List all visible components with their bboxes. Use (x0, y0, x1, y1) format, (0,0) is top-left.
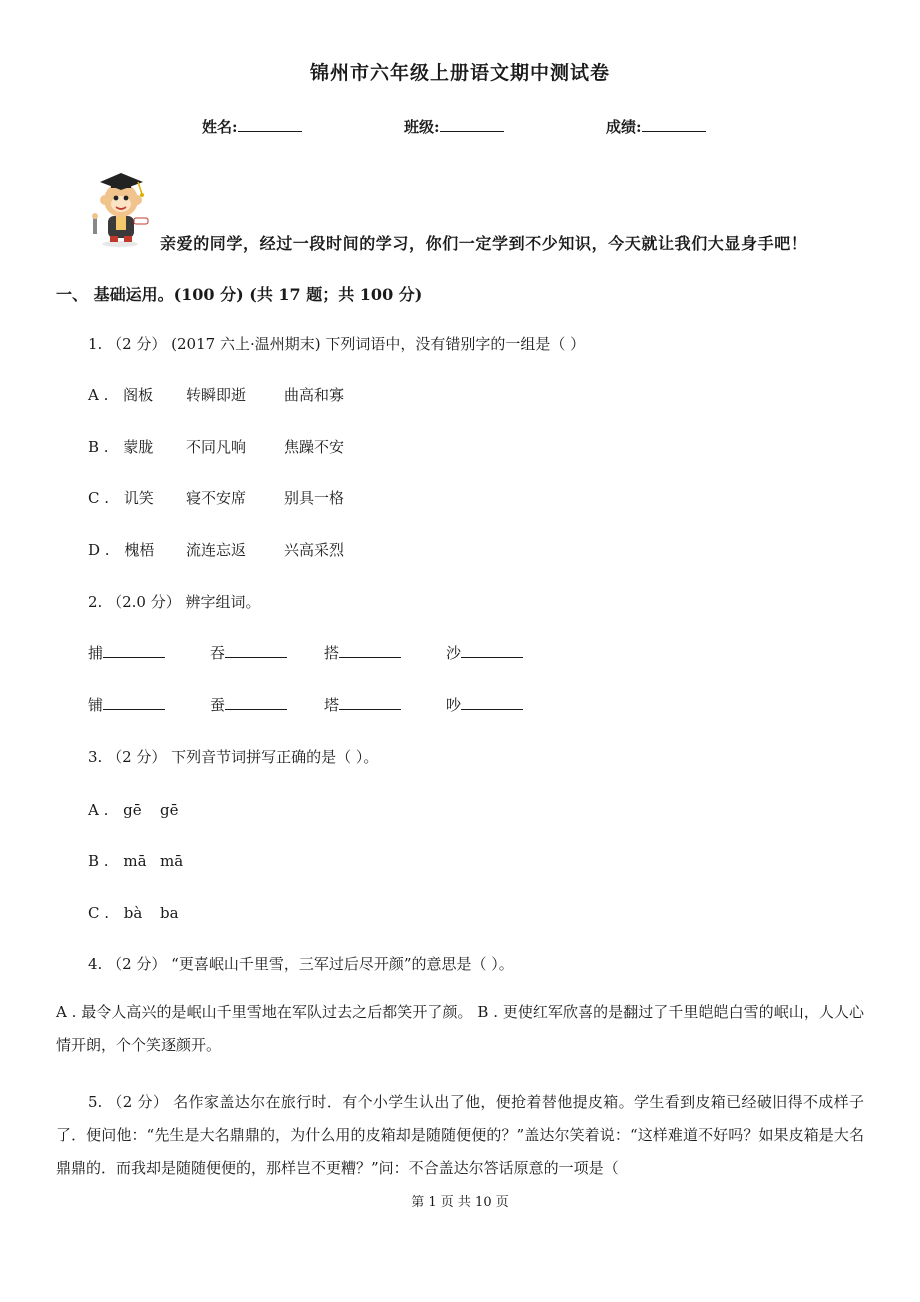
q1-option-d[interactable] (88, 539, 345, 560)
option-word: 兴高采烈 (284, 541, 345, 559)
option-label: A . (88, 386, 109, 404)
char: 沙 (446, 644, 462, 662)
option-word: 别具一格 (284, 489, 345, 507)
char: 塔 (324, 696, 340, 714)
question-2-stem: 2. （2.0 分） 辨字组词。 (88, 593, 261, 611)
q1-option-a[interactable] (88, 384, 345, 405)
option-word: gē (160, 801, 179, 819)
option-label: B . (88, 852, 109, 870)
option-word: 不同凡响 (186, 438, 247, 456)
page-title: 锦州市六年级上册语文期中测试卷 (309, 62, 610, 84)
name-field (202, 116, 302, 137)
greeting-text: 亲爱的同学，经过一段时间的学习，你们一定学到不少知识，今天就让我们大显身手吧！ (160, 234, 808, 253)
q2-blank-8[interactable] (446, 694, 523, 715)
score-label: 成绩: (606, 118, 642, 136)
q2-blank-7[interactable] (324, 694, 401, 715)
q1-option-b[interactable] (88, 436, 345, 457)
answer-blank[interactable] (103, 697, 165, 710)
q2-blank-1[interactable] (88, 642, 165, 663)
q4-options[interactable]: A . 最令人高兴的是岷山千里雪地在军队过去之后都笑开了颜。 B . 更使红军欣喜的是翻过了千里皑皑白雪的岷山，人人心情开朗，个个笑逐颜开。 (56, 1003, 864, 1054)
option-word: ba (160, 904, 179, 922)
answer-blank[interactable] (461, 697, 523, 710)
option-word: mā (160, 852, 184, 870)
q2-blank-5[interactable] (88, 694, 165, 715)
option-label: C . (88, 904, 110, 922)
option-word: 阁板 (123, 386, 154, 404)
answer-blank[interactable] (103, 645, 165, 658)
q2-blank-6[interactable] (210, 694, 287, 715)
mascot-graduate-icon (88, 168, 154, 248)
q3-option-c[interactable] (88, 904, 179, 922)
option-word: mā (123, 852, 147, 870)
class-label: 班级: (404, 118, 440, 136)
question-1-stem: 1. （2 分） (2017 六上·温州期末) 下列词语中，没有错别字的一组是（ ） (88, 335, 586, 353)
answer-blank[interactable] (339, 645, 401, 658)
option-word: bà (123, 904, 143, 922)
option-word: 讥笑 (123, 489, 154, 507)
option-word: 曲高和寡 (284, 386, 345, 404)
char: 吵 (446, 696, 462, 714)
option-word: 蒙胧 (123, 438, 154, 456)
question-5-text: 5. （2 分） 名作家盖达尔在旅行时．有个小学生认出了他，便抢着替他提皮箱。学生看到皮箱已经破旧得不成样子了．便问他：“先生是大名鼎鼎的，为什么用的皮箱却是随随便便的？”盖达尔笑着说：“这样难道不好吗？如果皮箱是大名鼎鼎的．而我却是随随便便的，那样岂不更糟？”问：不合盖达尔答话原意的一项是（ (56, 1093, 864, 1177)
section-heading: 一、 基础运用。(100 分) (共 17 题；共 100 分) (56, 285, 423, 304)
option-word: 寝不安席 (186, 489, 247, 507)
option-word: 槐梧 (124, 541, 155, 559)
option-word: 焦躁不安 (284, 438, 345, 456)
class-field (404, 116, 504, 137)
name-blank (238, 117, 302, 132)
char: 蚕 (210, 696, 226, 714)
q2-blank-3[interactable] (324, 642, 401, 663)
option-label: C . (88, 489, 110, 507)
q3-option-a[interactable] (88, 801, 179, 819)
option-word: gē (123, 801, 142, 819)
question-3-stem: 3. （2 分） 下列音节词拼写正确的是（ ）。 (88, 748, 379, 766)
answer-blank[interactable] (461, 645, 523, 658)
answer-blank[interactable] (225, 645, 287, 658)
option-label: A . (88, 801, 109, 819)
name-label: 姓名: (202, 118, 238, 136)
q2-blank-2[interactable] (210, 642, 287, 663)
q1-option-c[interactable] (88, 487, 345, 508)
page-footer: 第 1 页 共 10 页 (411, 1195, 509, 1210)
question-4-stem: 4. （2 分） “更喜岷山千里雪，三军过后尽开颜”的意思是（ ）。 (88, 955, 514, 973)
option-word: 流连忘返 (186, 541, 247, 559)
score-blank (642, 117, 706, 132)
answer-blank[interactable] (339, 697, 401, 710)
char: 搭 (324, 644, 340, 662)
char: 捕 (88, 644, 104, 662)
option-word: 转瞬即逝 (186, 386, 247, 404)
option-label: B . (88, 438, 109, 456)
answer-blank[interactable] (225, 697, 287, 710)
class-blank (440, 117, 504, 132)
char: 铺 (88, 696, 104, 714)
score-field (606, 116, 706, 137)
option-label: D . (88, 541, 110, 559)
char: 吞 (210, 644, 226, 662)
q2-blank-4[interactable] (446, 642, 523, 663)
q3-option-b[interactable] (88, 852, 184, 870)
